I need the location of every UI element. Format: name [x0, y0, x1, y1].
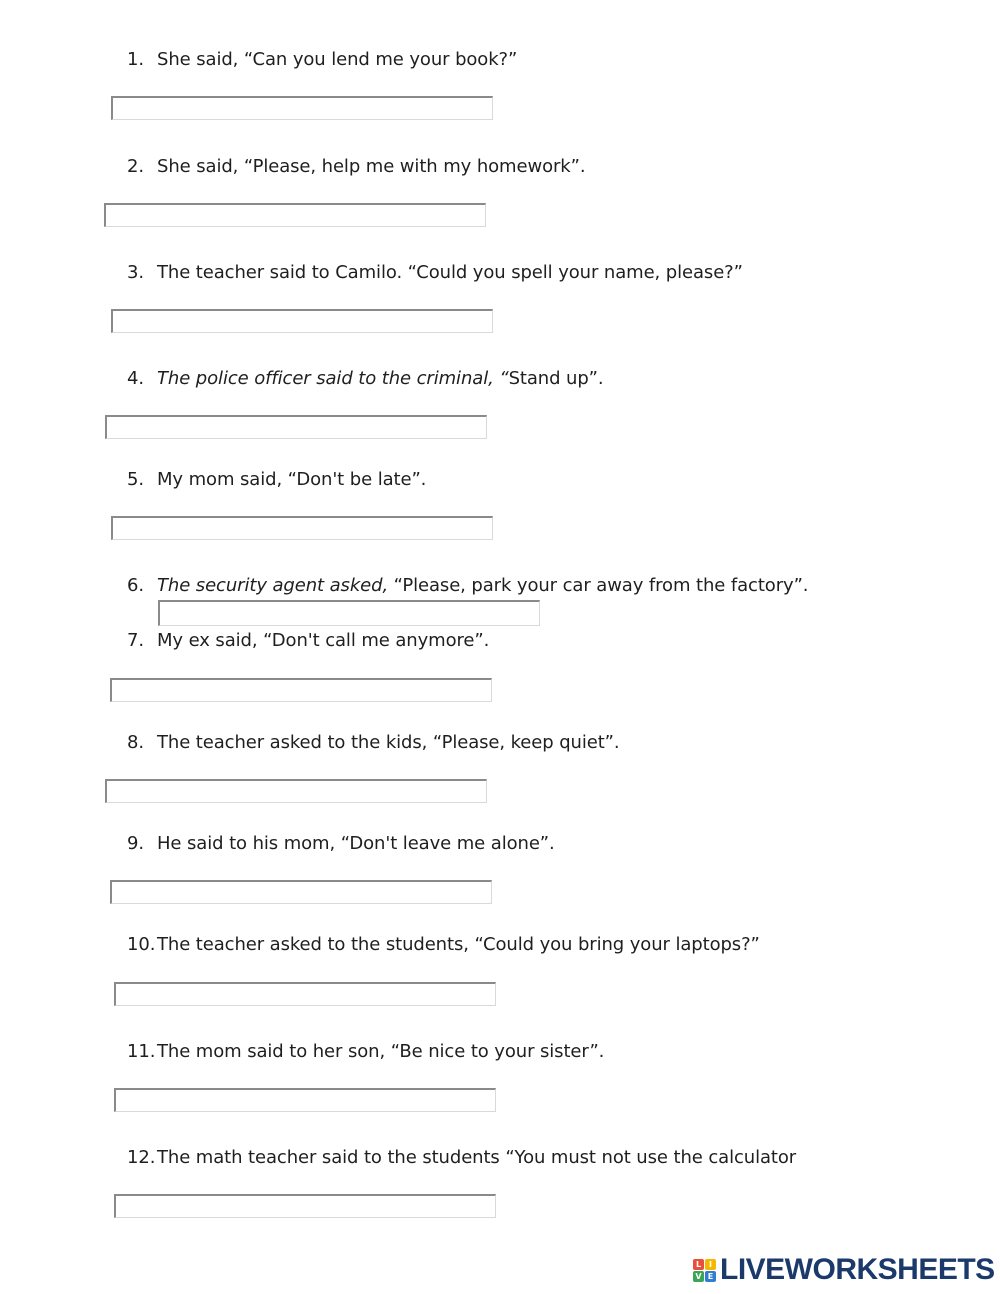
question-number: 12.: [127, 1147, 156, 1168]
logo-letter-e: E: [705, 1271, 716, 1282]
question-text: “Please, park your car away from the factory”.: [388, 575, 809, 596]
question-6: [127, 575, 808, 597]
question-3: [127, 262, 743, 284]
question-7: [127, 630, 489, 652]
question-text: Stand up”.: [508, 368, 604, 389]
answer-input-2[interactable]: [104, 203, 486, 227]
question-text: The teacher asked to the students, “Could you bring your laptops?”: [157, 934, 760, 955]
question-number: 7.: [127, 630, 144, 651]
question-text: The math teacher said to the students “You must not use the calculator: [157, 1147, 797, 1168]
logo-letter-i: I: [705, 1259, 716, 1270]
question-2: [127, 156, 585, 178]
question-text: He said to his mom, “Don't leave me alone”.: [157, 833, 555, 854]
question-number: 6.: [127, 575, 144, 596]
question-5: [127, 469, 426, 491]
answer-input-1[interactable]: [111, 96, 493, 120]
answer-input-8[interactable]: [105, 779, 487, 803]
question-8: [127, 732, 620, 754]
question-number: 11.: [127, 1041, 156, 1062]
question-text: She said, “Can you lend me your book?”: [157, 49, 518, 70]
logo-letter-l: L: [693, 1259, 704, 1270]
question-text: The teacher said to Camilo. “Could you spell your name, please?”: [157, 262, 743, 283]
logo-icon: [693, 1259, 716, 1282]
question-text-italic: The security agent asked,: [157, 575, 389, 596]
answer-input-4[interactable]: [105, 415, 487, 439]
answer-input-12[interactable]: [114, 1194, 496, 1218]
question-text: The teacher asked to the kids, “Please, keep quiet”.: [157, 732, 620, 753]
question-text-italic: The police officer said to the criminal, “: [157, 368, 509, 389]
answer-input-11[interactable]: [114, 1088, 496, 1112]
question-text: She said, “Please, help me with my homework”.: [157, 156, 586, 177]
question-number: 9.: [127, 833, 144, 854]
question-number: 2.: [127, 156, 144, 177]
question-1: [127, 49, 517, 71]
answer-input-7[interactable]: [110, 678, 492, 702]
question-number: 10.: [127, 934, 156, 955]
logo-letter-v: V: [693, 1271, 704, 1282]
question-9: [127, 833, 555, 855]
question-number: 3.: [127, 262, 144, 283]
answer-input-9[interactable]: [110, 880, 492, 904]
liveworksheets-logo: [693, 1255, 995, 1285]
answer-input-5[interactable]: [111, 516, 493, 540]
answer-input-6[interactable]: [158, 600, 540, 626]
question-number: 8.: [127, 732, 144, 753]
answer-input-10[interactable]: [114, 982, 496, 1006]
question-number: 5.: [127, 469, 144, 490]
answer-input-3[interactable]: [111, 309, 493, 333]
question-12: [127, 1147, 796, 1169]
question-text: My ex said, “Don't call me anymore”.: [157, 630, 490, 651]
logo-text: LIVEWORKSHEETS: [720, 1253, 995, 1286]
question-4: [127, 368, 604, 390]
question-11: [127, 1041, 604, 1063]
question-text: My mom said, “Don't be late”.: [157, 469, 427, 490]
question-number: 4.: [127, 368, 144, 389]
question-text: The mom said to her son, “Be nice to your sister”.: [157, 1041, 605, 1062]
question-10: [127, 934, 760, 956]
question-number: 1.: [127, 49, 144, 70]
